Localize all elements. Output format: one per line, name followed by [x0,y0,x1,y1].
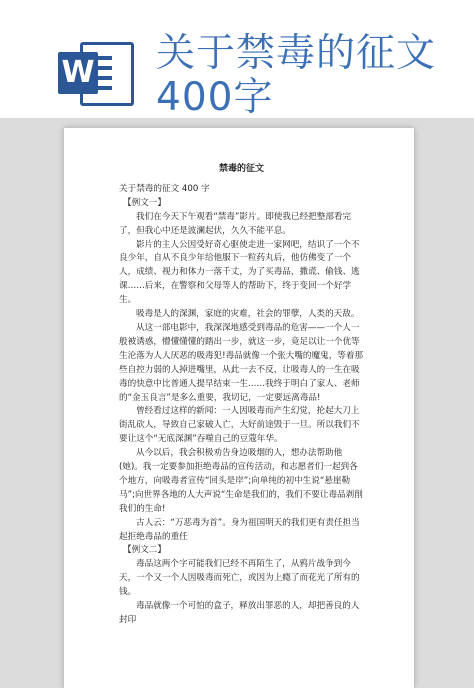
banner-title: 关于禁毒的征文400字 [156,31,437,120]
paragraph-list [119,183,364,628]
paragraph: 从这一部电影中，我深深地感受到毒品的危害——一个人一般被诱惑，懵懂懂懂的踏出一步，就这一步，竟足以让一个优等生沦落为人人厌恶的吸毒犯!毒品就像一个张大嘴的魔鬼，等着那些自控力弱的人掉进嘴里，从此一去不反，让吸毒人的一生在吸毒的快意中比普通人提早结束一生……我终于明白了家人、老师的“金玉良言”是多么重要，我切记，一定要远离毒品! [119,322,364,403]
paragraph: 古人云：“万恶毒为首”。身为祖国明天的我们更有责任担当起拒绝毒品的重任 [119,517,360,542]
paragraph: 吸毒是人的深渊，家庭的灾难，社会的罪孽，人类的天敌。 [136,309,360,320]
paragraph: 毒品这两个字可能我们已经不再陌生了，从鸦片战争到今天，一个又一个人因吸毒而死亡，或因为上瘾了而花光了所有的钱。 [119,559,360,598]
paragraph: 关于禁毒的征文 400 字 [119,183,210,194]
word-document-icon [58,38,138,110]
paragraph: 我们在今天下午观看“禁毒”影片。即使我已经把整部看完了，但我心中还是波澜起伏，久久不能平息。 [119,211,352,236]
document-heading: 禁毒的征文 [218,164,264,174]
document-page [64,128,414,688]
paragraph: 毒品就像一个可怕的盒子，释放出罪恶的人，却把善良的人封印 [119,601,360,625]
title-banner [0,0,474,118]
document-content [119,163,364,628]
example-label: 【例文二】 [123,545,166,556]
example-label: 【例文一】 [123,197,166,208]
word-letter-tile: W [58,52,98,94]
paragraph: 曾经看过这样的新闻：一人因吸毒而产生幻觉，抡起大刀上街乱砍人，导致自己家破人亡，大好前途毁于一旦。所以我们不要让这个“无底深渊”吞噬自己的豆蔻年华。 [119,406,360,445]
paragraph: 影片的主人公因受好奇心驱使走进一家网吧，结识了一个不良少年，自从不良少年给他服下一粒药丸后，他仿佛变了一个人，成绩、视力和体力一落千丈，为了买毒品，撒谎、偷钱、逃课……后来，在警察和父母等人的帮助下，终于变回一个好学生。 [119,239,360,306]
paragraph: 从今以后，我会积极劝告身边吸烟的人，想办法帮助他(她)。我一定要参加拒绝毒品的宣传活动，和志愿者们一起到各个地方，向吸毒者宣传“回头是岸”;向单纯的初中生说“悬崖勒马”;向世界各地的人大声说“生命是我们的，我们不要让毒品剥削我们的生命! [119,448,363,514]
